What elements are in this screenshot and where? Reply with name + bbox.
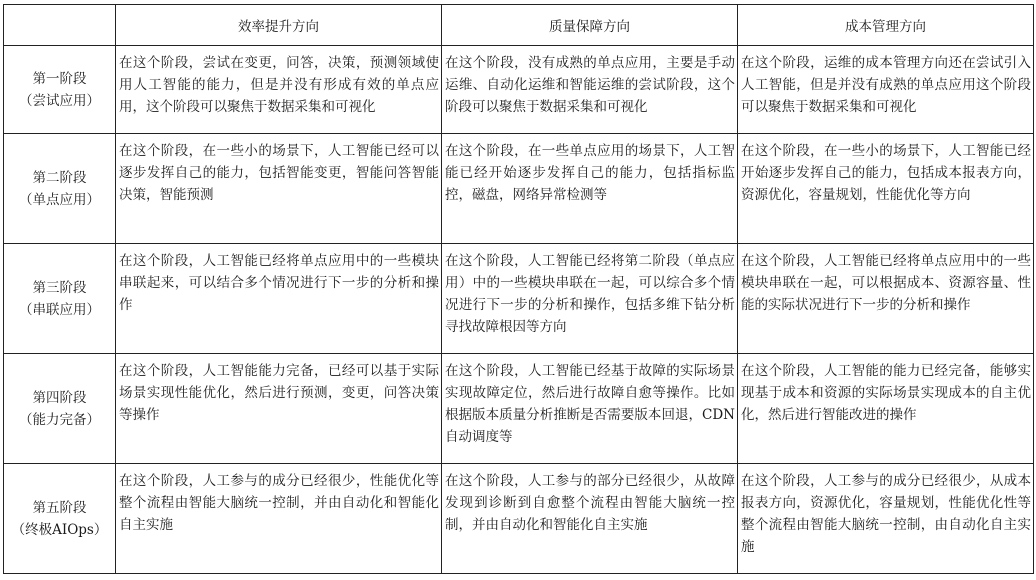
stage-sub: （串联应用） [19, 301, 100, 318]
stage-label [4, 134, 116, 244]
cell-quality: 在这个阶段，人工智能已经将第二阶段（单点应用）中的一些模块串联在一起，可以综合多个情况进行下一步的分析和操作，包括多维下钻分析寻找故障根因等方向 [442, 244, 738, 354]
stage-sub: （终极AIOps） [11, 521, 108, 538]
cell-efficiency: 在这个阶段，人工智能已经将单点应用中的一些模块串联起来，可以结合多个情况进行下一步的分析和操作 [116, 244, 442, 354]
cell-cost: 在这个阶段，运维的成本管理方向还在尝试引入人工智能，但是并没有成熟的单点应用这个阶段可以聚焦于数据采集和可视化 [738, 46, 1034, 134]
cell-efficiency: 在这个阶段，人工参与的成分已经很少，性能优化等整个流程由智能大脑统一控制，并由自动化和智能化自主实施 [116, 464, 442, 574]
stage-name: 第二阶段 [32, 169, 87, 186]
stage-name: 第一阶段 [32, 70, 87, 87]
cell-cost: 在这个阶段，人工智能的能力已经完备，能够实现基于成本和资源的实际场景实现成本的自主优化，然后进行智能改进的操作 [738, 354, 1034, 464]
header-row [4, 5, 1034, 46]
stage-name: 第三阶段 [32, 279, 87, 296]
cell-quality: 在这个阶段，人工智能已经基于故障的实际场景实现故障定位，然后进行故障自愈等操作。比如根据版本质量分析推断是否需要版本回退，CDN自动调度等 [442, 354, 738, 464]
cell-efficiency: 在这个阶段，人工智能能力完备，已经可以基于实际场景实现性能优化，然后进行预测，变更，问答决策等操作 [116, 354, 442, 464]
cell-cost: 在这个阶段，人工参与的成分已经很少，从成本报表方向，资源优化，容量规划，性能优化性等整个流程由智能大脑统一控制，由自动化自主实施 [738, 464, 1034, 574]
stage-label [4, 46, 116, 134]
header-efficiency: 效率提升方向 [116, 5, 442, 46]
cell-quality: 在这个阶段，没有成熟的单点应用，主要是手动运维、自动化运维和智能运维的尝试阶段，这个阶段可以聚焦于数据采集和可视化 [442, 46, 738, 134]
table-row [4, 46, 1034, 134]
stage-label [4, 244, 116, 354]
table-row [4, 464, 1034, 574]
stage-label [4, 354, 116, 464]
table-row [4, 134, 1034, 244]
cell-cost: 在这个阶段，人工智能已经将单点应用中的一些模块串联在一起，可以根据成本、资源容量、性能的实际状况进行下一步的分析和操作 [738, 244, 1034, 354]
cell-efficiency: 在这个阶段，尝试在变更，问答，决策，预测领域使用人工智能的能力，但是并没有形成有效的单点应用，这个阶段可以聚焦于数据采集和可视化 [116, 46, 442, 134]
stage-sub: （能力完备） [19, 411, 100, 428]
cell-cost: 在这个阶段，在一些小的场景下，人工智能已经开始逐步发挥自己的能力，包括成本报表方向，资源优化，容量规划，性能优化等方向 [738, 134, 1034, 244]
stage-name: 第四阶段 [32, 389, 87, 406]
stage-label [4, 464, 116, 574]
cell-quality: 在这个阶段，人工参与的部分已经很少，从故障发现到诊断到自愈整个流程由智能大脑统一控制，并由自动化和智能化自主实施 [442, 464, 738, 574]
cell-efficiency: 在这个阶段，在一些小的场景下，人工智能已经可以逐步发挥自己的能力，包括智能变更，智能问答智能决策，智能预测 [116, 134, 442, 244]
aiops-stage-table [3, 4, 1034, 574]
table-row [4, 244, 1034, 354]
header-corner [4, 5, 116, 46]
stage-name: 第五阶段 [32, 499, 87, 516]
table-row [4, 354, 1034, 464]
header-cost: 成本管理方向 [738, 5, 1034, 46]
stage-sub: （尝试应用） [19, 92, 100, 109]
header-quality: 质量保障方向 [442, 5, 738, 46]
cell-quality: 在这个阶段，在一些单点应用的场景下，人工智能已经开始逐步发挥自己的能力，包括指标监控，磁盘，网络异常检测等 [442, 134, 738, 244]
stage-sub: （单点应用） [19, 191, 100, 208]
